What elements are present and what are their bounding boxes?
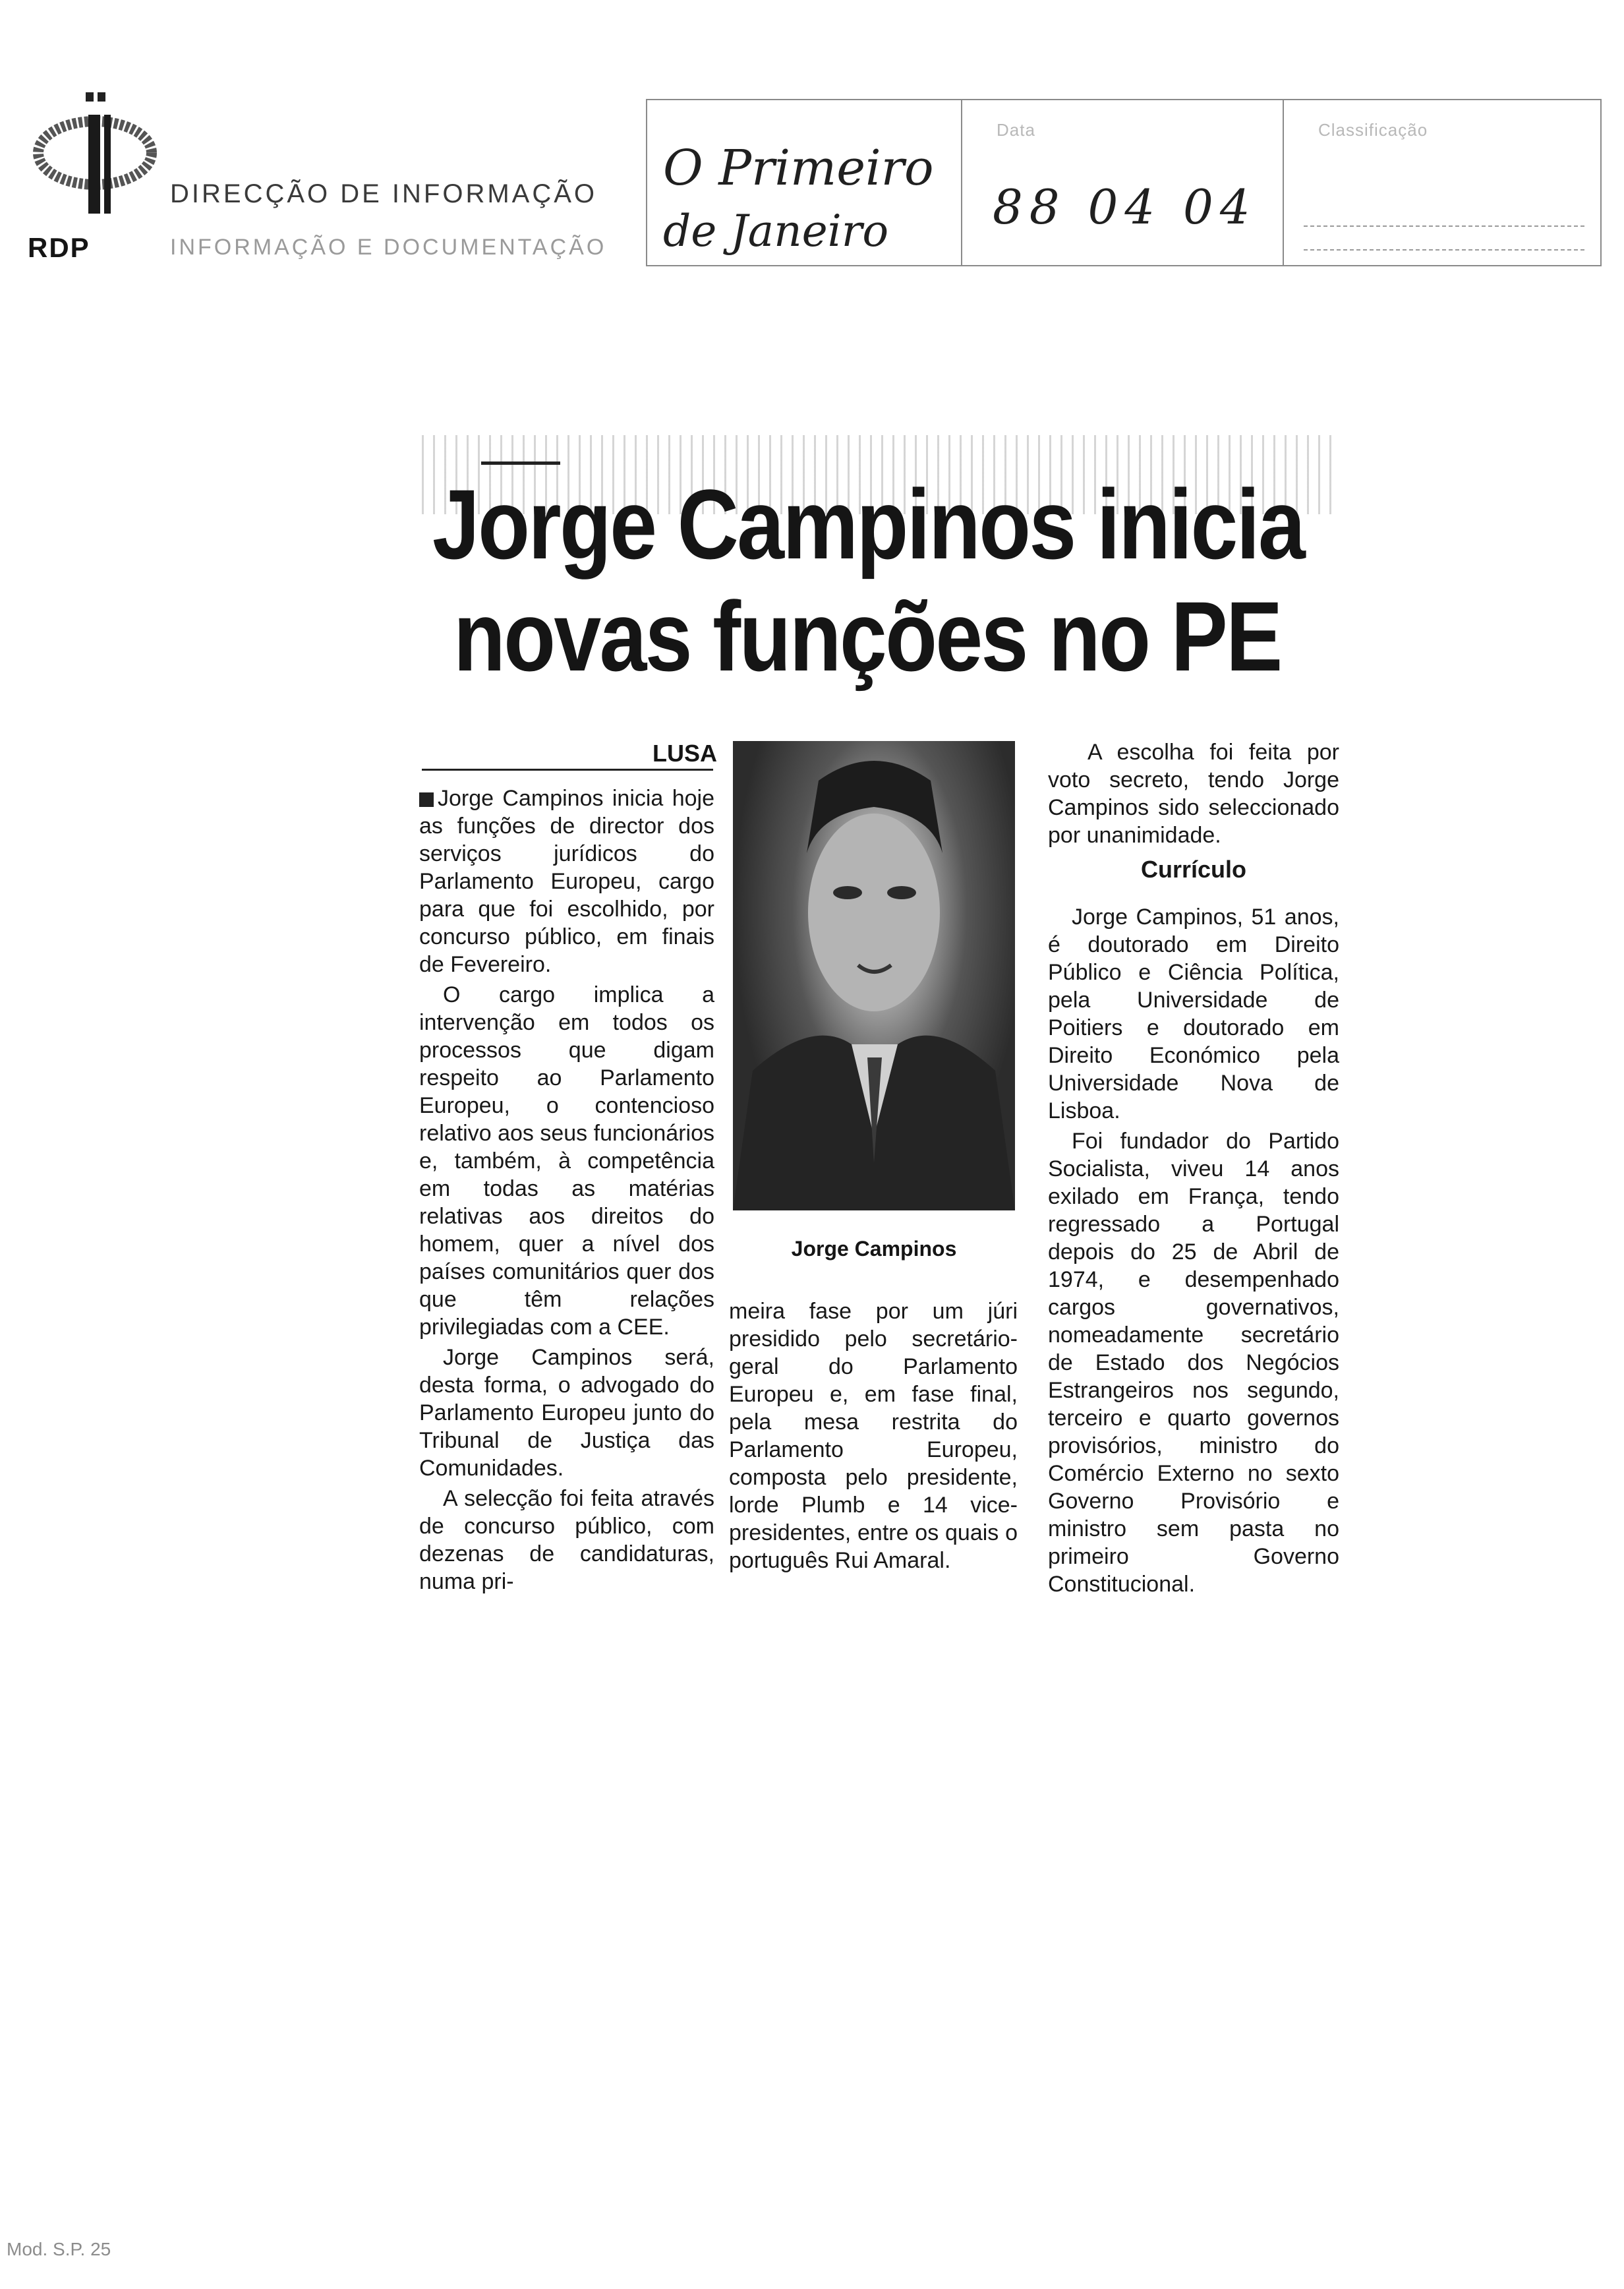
article-column-2 [729, 1297, 1018, 1577]
source-box [646, 99, 962, 266]
form-number: Mod. S.P. 25 [7, 2239, 111, 2259]
article-column-3 [1048, 738, 1339, 1601]
source-handwritten-line-2: de Janeiro [663, 206, 889, 256]
date-handwritten: 88 04 04 [993, 179, 1257, 235]
classification-label: Classificação [1318, 120, 1428, 140]
paragraph: Jorge Campinos, 51 anos, é doutorado em Direito Público e Ciência Política, pela Universidade de Poitiers e doutorado em Direito Económico pela Universidade Nova de Lisboa. [1048, 905, 1339, 1123]
paragraph: A selecção foi feita através de concurso público, com dezenas de candidaturas, numa pri- [419, 1486, 714, 1594]
headline-line-1: Jorge Campinos inicia [432, 469, 1304, 580]
paragraph-text: Jorge Campinos inicia hoje as funções de director dos serviços jurídicos do Parlamento Europeu, cargo para que foi escolhido, por concurso público, em finais de Fevereiro. [419, 786, 714, 977]
classification-line [1304, 225, 1584, 227]
classification-box [1283, 99, 1602, 266]
source-handwritten-line-1: O Primeiro [663, 140, 934, 196]
org-line-1: DIRECÇÃO DE INFORMAÇÃO [170, 179, 598, 208]
article-column-1 [419, 785, 714, 1598]
paragraph: Jorge Campinos será, desta forma, o advogado do Parlamento Europeu junto do Tribunal de Justiça das Comunidades. [419, 1345, 714, 1481]
lead-square-icon [419, 792, 434, 807]
paragraph: Foi fundador do Partido Socialista, viveu 14 anos exilado em França, tendo regressado a Portugal depois do 25 de Abril de 1974, e desempenhado cargos governativos, nomeadamente secretário de Estado dos Negócios Estrangeiros nos segundo, terceiro e quarto governos provisórios, ministro do Comércio Externo no sexto Governo Provisório e ministro sem pasta no primeiro Governo Constitucional. [1048, 1129, 1339, 1597]
org-line-2: INFORMAÇÃO E DOCUMENTAÇÃO [170, 235, 607, 260]
byline-rule [422, 769, 713, 771]
paragraph: O cargo implica a intervenção em todos os processos que digam respeito ao Parlamento Europeu, o contencioso relativo aos seus funcionários e, também, à competência em todas as matérias relativas aos direitos do homem, quer a nível dos países comunitários quer dos que têm relações privilegiadas com a CEE. [419, 982, 714, 1340]
headline-rule [481, 461, 560, 465]
photo-caption: Jorge Campinos [791, 1237, 957, 1261]
paragraph: A escolha foi feita por voto secreto, tendo Jorge Campinos sido seleccionado por unanimidade. [1048, 740, 1339, 848]
org-initials: RDP [28, 232, 90, 263]
byline: LUSA [652, 740, 717, 767]
date-box [961, 99, 1284, 266]
rdp-logo [28, 92, 160, 264]
paragraph: meira fase por um júri presidido pelo secretário-geral do Parlamento Europeu e, em fase final, pela mesa restrita do Parlamento Europeu, composta pelo presidente, lorde Plumb e 14 vice-presidentes, entre os quais o português Rui Amaral. [729, 1299, 1018, 1573]
curriculum-subhead: Currículo [1140, 856, 1246, 883]
portrait-photo [733, 741, 1015, 1210]
paragraph [419, 785, 714, 978]
date-label: Data [997, 120, 1035, 140]
headline-line-2: novas funções no PE [453, 581, 1281, 692]
classification-line [1304, 249, 1584, 251]
